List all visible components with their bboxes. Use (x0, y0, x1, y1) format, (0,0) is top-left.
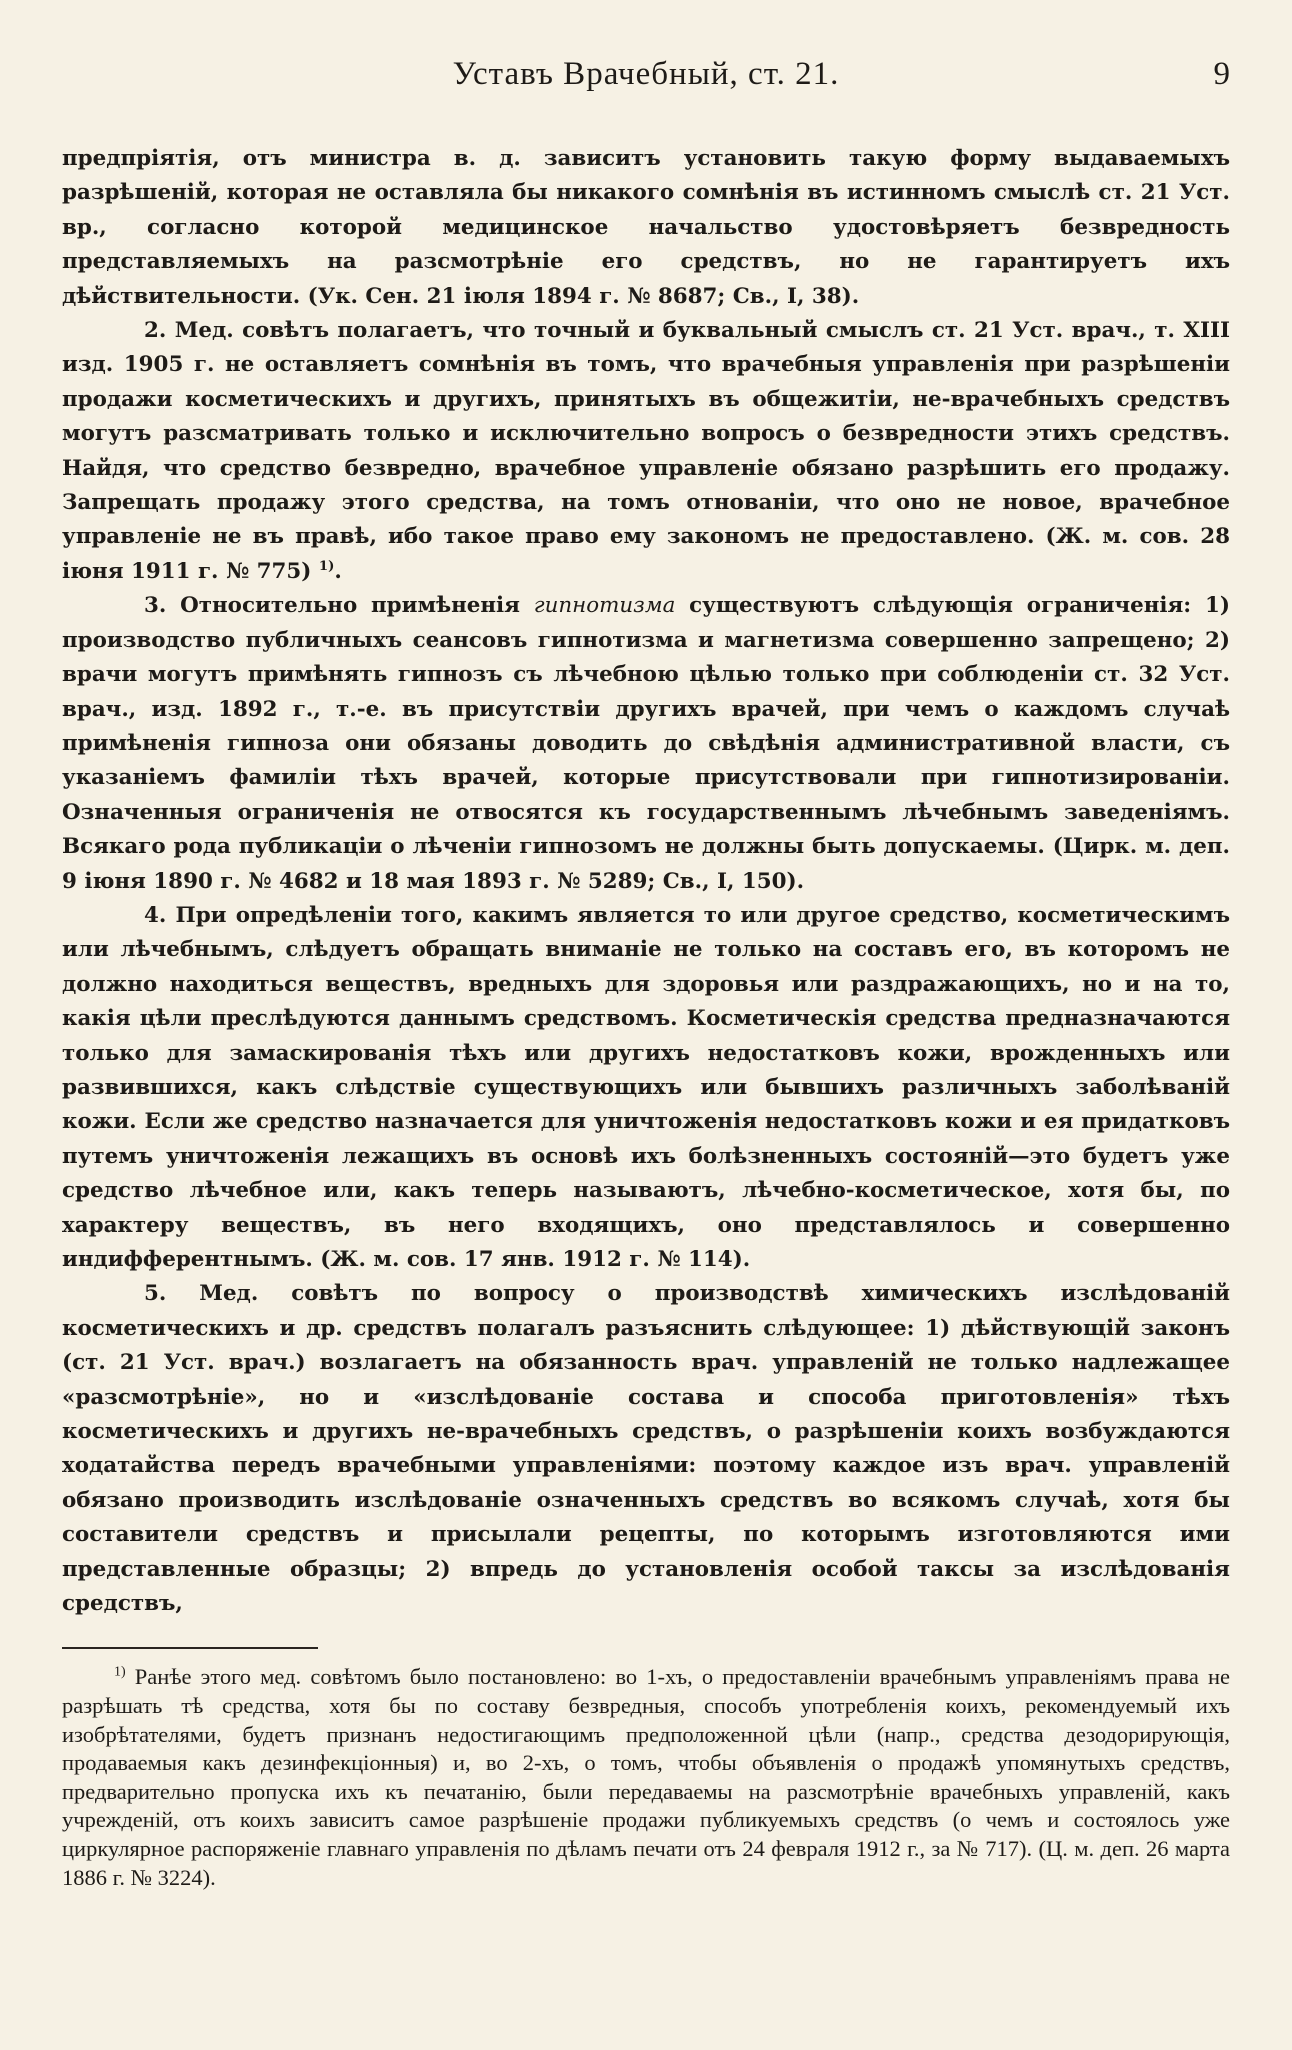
main-text (62, 142, 1230, 1621)
paragraph-3 (62, 589, 1230, 899)
footnote-ref: 1) (318, 558, 335, 574)
footnote-text: Ранѣе этого мед. совѣтомъ было постановлено: во 1-хъ, о предоставленіи врачебнымъ управленіямъ права не разрѣшать тѣ средства, хотя бы по составу безвредныя, способъ употребленія коихъ, рекомендуемый ихъ изобрѣтателями, будетъ признанъ недостигающимъ предположенной цѣли (напр., средства дезодорирующія, продаваемыя какъ дезинфекціонныя) и, во 2-хъ, о томъ, чтобы объявленія о продажѣ упомянутыхъ средствъ, предварительно пропуска ихъ къ печатанію, были передаваемы на разсмотрѣніе врачебныхъ управленій, какъ учрежденій, отъ коихъ зависитъ самое разрѣшеніе продажи публикуемыхъ средствъ (о чемъ и состоялось уже циркулярное распоряженіе главнаго управленія по дѣламъ печати отъ 24 февраля 1912 г., за № 717). (Ц. м. деп. 26 марта 1886 г. № 3224). (62, 1664, 1230, 1890)
footnote-divider (62, 1647, 318, 1649)
footnote-marker: 1) (114, 1664, 126, 1680)
paragraph-text: предпріятія, отъ министра в. д. зависитъ установить такую форму выдаваемыхъ разрѣшеній, которая не оставляла бы никакого сомнѣнія въ истинномъ смыслѣ ст. 21 Уст. вр., согласно которой медицинское начальство удостовѣряетъ безвредность представляемыхъ на разсмотрѣніе его средствъ, но не гарантируетъ ихъ дѣйствительности. (Ук. Сен. 21 іюля 1894 г. № 8687; Св., I, 38). (62, 146, 1230, 309)
paragraph-5 (62, 1277, 1230, 1621)
paragraph-continuation (62, 142, 1230, 314)
page-number: 9 (1213, 56, 1230, 92)
page-header (62, 56, 1230, 116)
page (62, 56, 1230, 1892)
emphasis-term: гипнотизма (533, 593, 676, 619)
paragraph-text: 5. Мед. совѣтъ по вопросу о производствѣ химическихъ изслѣдованій косметическихъ и др. средствъ полагалъ разъяснить слѣдующее: 1) дѣйствующій законъ (ст. 21 Уст. врач.) возлагаетъ на обязанность врач. управленій не только надлежащее «разсмотрѣніе», но и «изслѣдованіе состава и способа приготовленія» тѣхъ косметическихъ и другихъ не-врачебныхъ средствъ, о разрѣшеніи коихъ возбуждаются ходатайства передъ врачебными управленіями: поэтому каждое изъ врач. управленій обязано производить изслѣдованіе означенныхъ средствъ во всякомъ случаѣ, хотя бы составители средствъ и присылали рецепты, по которымъ изготовляются ими представленные образцы; 2) впредь до установленія особой таксы за изслѣдованія средствъ, (62, 1281, 1230, 1617)
paragraph-text: 4. При опредѣленіи того, какимъ является то или другое средство, косметическимъ или лѣчебнымъ, слѣдуетъ обращать вниманіе не только на составъ его, въ которомъ не должно находиться веществъ, вредныхъ для здоровья или раздражающихъ, но и на то, какія цѣли преслѣдуются даннымъ средствомъ. Косметическія средства предназначаются только для замаскированія тѣхъ или другихъ недостатковъ кожи, врожденныхъ или развившихся, какъ слѣдствіе существующихъ или бывшихъ различныхъ заболѣваній кожи. Если же средство назначается для уничтоженія недостатковъ кожи и ея придатковъ путемъ уничтоженія лежащихъ въ основѣ ихъ болѣзненныхъ состояній—это будетъ уже средство лѣчебное или, какъ теперь называютъ, лѣчебно-косметическое, хотя бы, по характеру веществъ, въ него входящихъ, оно представлялось и совершенно индифферентнымъ. (Ж. м. сов. 17 янв. 1912 г. № 114). (62, 902, 1230, 1272)
paragraph-text: 2. Мед. совѣтъ полагаетъ, что точный и буквальный смыслъ ст. 21 Уст. врач., т. XIII изд. 1905 г. не оставляетъ сомнѣнія въ томъ, что врачебныя управленія при разрѣшеніи продажи косметическихъ и другихъ, принятыхъ въ общежитіи, не-врачебныхъ средствъ могутъ разсматривать только и исключительно вопросъ о безвредности этихъ средствъ. Найдя, что средство безвредно, врачебное управленіе обязано разрѣшить его продажу. Запрещать продажу этого средства, на томъ отнованіи, что оно не новое, врачебное управленіе не въ правѣ, ибо такое право ему закономъ не предоставлено. (Ж. м. сов. 28 іюня 1911 г. № 775) (62, 318, 1230, 584)
paragraph-2: 2. Мед. совѣтъ полагаетъ, что точный и буквальный смыслъ ст. 21 Уст. врач., т. XIII изд. 1905 г. не оставляетъ сомнѣнія въ томъ, что врачебныя управленія при разрѣшеніи продажи косметическихъ и другихъ, принятыхъ въ общежитіи, не-врачебныхъ средствъ могутъ разсматривать только и исключительно вопросъ о безвредности этихъ средствъ. Найдя, что средство безвредно, врачебное управленіе обязано разрѣшить его продажу. Запрещать продажу этого средства, на томъ отнованіи, что оно не новое, врачебное управленіе не въ правѣ, ибо такое право ему закономъ не предоставлено. (Ж. м. сов. 28 іюня 1911 г. № 775) $^{1)}$. (62, 318, 1230, 584)
paragraph-text: 3. Относительно примѣненія (144, 593, 534, 619)
footnote (62, 1663, 1230, 1892)
paragraph-text: существуютъ слѣдующія ограниченія: 1) производство публичныхъ сеансовъ гипнотизма и магнетизма совершенно запрещено; 2) врачи могутъ примѣнять гипнозъ съ лѣчебною цѣлью только при соблюденіи ст. 32 Уст. врач., изд. 1892 г., т.-е. въ присутствіи другихъ врачей, при чемъ о каждомъ случаѣ примѣненія гипноза они обязаны доводить до свѣдѣнія административной власти, съ указаніемъ фамиліи тѣхъ врачей, которые присутствовали при гипнотизированіи. Означенныя ограниченія не отвосятся къ государственнымъ лѣчебнымъ заведеніямъ. Всякаго рода публикаціи о лѣченіи гипнозомъ не должны быть допускаемы. (Цирк. м. деп. 9 іюня 1890 г. № 4682 и 18 мая 1893 г. № 5289; Св., I, 150). (62, 593, 1231, 894)
paragraph-4 (62, 899, 1230, 1277)
running-title: Уставъ Врачебный, ст. 21. (452, 56, 840, 92)
